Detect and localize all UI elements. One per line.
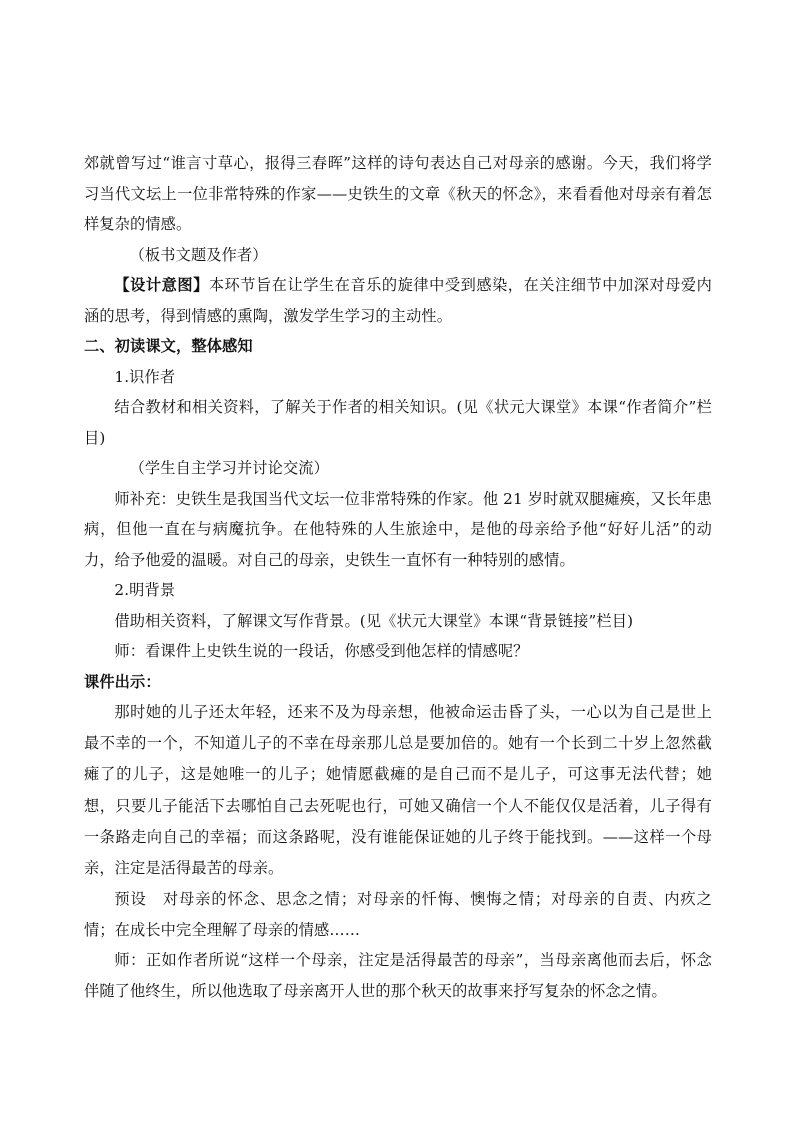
step-title-author: 1.识作者 xyxy=(114,367,176,386)
design-intent-paragraph xyxy=(84,270,712,331)
design-intent-label: 【设计意图】 xyxy=(114,276,209,294)
design-intent-text: 本环节旨在让学生在音乐的旋律中受到感染，在关注细节中加深对母爱内涵的思考，得到情感的熏陶，激发学生学习的主动性。 xyxy=(84,276,712,325)
slide-label: 课件出示： xyxy=(84,672,161,691)
step-text-background: 借助相关资料，了解课文写作背景。(见《状元大课堂》本课“背景链接”栏目) xyxy=(114,611,634,630)
student-activity-note: （学生自主学习并讨论交流） xyxy=(129,459,329,477)
preset-answer: 预设 对母亲的怀念、思念之情；对母亲的忏悔、懊悔之情；对母亲的自责、内疚之情；在成长中完全理解了母亲的情感…… xyxy=(84,890,712,939)
document-content xyxy=(84,148,712,1006)
slide-quote: 那时她的儿子还太年轻，还来不及为母亲想，他被命运击昏了头，一心以为自己是世上最不幸的一个，不知道儿子的不幸在母亲那儿总是要加倍的。她有一个长到二十岁上忽然截瘫了的儿子，这是她唯一的儿子；她情愿截瘫的是自己而不是儿子，可这事无法代替；她想，只要儿子能活下去哪怕自己去死呢也行，可她又确信一个人不能仅仅是活着，儿子得有一条路走向自己的幸福；而这条路呢，没有谁能保证她的儿子终于能找到。——这样一个母亲，注定是活得最苦的母亲。 xyxy=(84,703,712,878)
teacher-question: 师：看课件上史铁生说的一段话，你感受到他怎样的情感呢？ xyxy=(114,642,529,660)
intro-paragraph: 郊就曾写过“谁言寸草心，报得三春晖”这样的诗句表达自己对母亲的感谢。今天，我们将学习当代文坛上一位非常特殊的作家——史铁生的文章《秋天的怀念》，来看看他对母亲有着怎样复杂的情感。 xyxy=(84,154,712,233)
teacher-supplement: 师补充：史铁生是我国当代文坛一位非常特殊的作家。他 21 岁时就双腿瘫痪，又长年患病，但他一直在与病魔抗争。在他特殊的人生旅途中，是他的母亲给予他“好好儿活”的动力，给予他爱的温暖。对自己的母亲，史铁生一直怀有一种特别的感情。 xyxy=(84,489,712,569)
teacher-conclusion: 师：正如作者所说“这样一个母亲，注定是活得最苦的母亲”，当母亲离他而去后，怀念伴随了他终生，所以他选取了母亲离开人世的那个秋天的故事来抒写复杂的怀念之情。 xyxy=(84,951,712,1000)
board-note: （板书文题及作者） xyxy=(129,245,268,264)
section-heading-reading: 二、初读课文，整体感知 xyxy=(84,337,253,355)
step-title-background: 2.明背景 xyxy=(114,581,176,599)
step-text-author: 结合教材和相关资料，了解关于作者的相关知识。(见《状元大课堂》本课“作者简介”栏目) xyxy=(84,398,712,447)
slide-quote-block xyxy=(84,697,712,884)
